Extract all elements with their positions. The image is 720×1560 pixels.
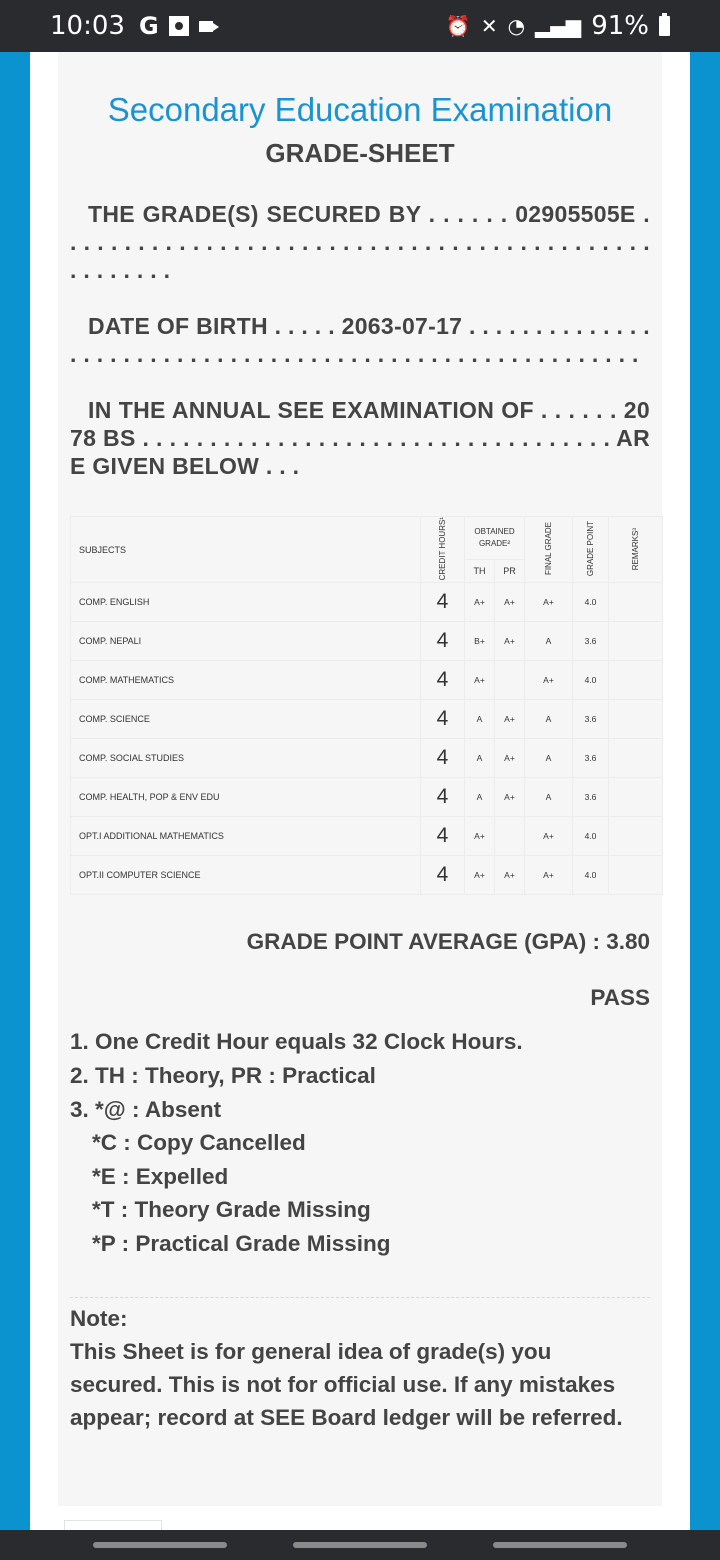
- table-row: [71, 661, 663, 700]
- th-grade-cell: A+: [465, 856, 495, 895]
- subject-cell: COMP. SCIENCE: [71, 700, 421, 739]
- table-row: [71, 700, 663, 739]
- footnote-expelled: *E : Expelled: [92, 1163, 229, 1189]
- header-remarks: [609, 517, 663, 583]
- footnote-absent: 3. *@ : Absent: [70, 1096, 222, 1122]
- remarks-cell: [609, 661, 663, 700]
- credit-cell: 4: [421, 700, 465, 739]
- exam-title: Secondary Education Examination: [107, 91, 613, 128]
- alarm-icon: ⏰: [445, 14, 471, 38]
- pr-grade-cell: A+: [495, 856, 525, 895]
- status-right-icons: [446, 11, 670, 41]
- header-grade-point-label: GRADE POINT: [586, 521, 595, 577]
- grade-point-cell: 3.6: [573, 739, 609, 778]
- pr-grade-cell: A+: [495, 583, 525, 622]
- credit-cell: 4: [421, 778, 465, 817]
- final-grade-cell: A: [525, 739, 573, 778]
- table-row: [71, 856, 663, 895]
- credit-cell: 4: [421, 622, 465, 661]
- header-subjects: SUBJECTS: [71, 517, 421, 583]
- table-row: [71, 778, 663, 817]
- subject-cell: COMP. ENGLISH: [71, 583, 421, 622]
- subject-cell: OPT.I ADDITIONAL MATHEMATICS: [71, 817, 421, 856]
- header-credit-hours-label: CREDIT HOURS¹: [438, 517, 447, 581]
- video-icon: [199, 21, 213, 32]
- th-grade-cell: A: [465, 700, 495, 739]
- grade-table: [70, 516, 663, 895]
- footnote-credit-hour: 1. One Credit Hour equals 32 Clock Hours.: [70, 1029, 523, 1055]
- header-pr: PR: [495, 559, 525, 583]
- recent-apps-button[interactable]: [93, 1542, 227, 1548]
- pr-grade-cell: A+: [495, 778, 525, 817]
- table-row: [71, 583, 663, 622]
- gpa-line: GRADE POINT AVERAGE (GPA) : 3.80: [246, 929, 650, 955]
- header-th: TH: [465, 559, 495, 583]
- grade-point-cell: 3.6: [573, 622, 609, 661]
- footnote-theory-missing: *T : Theory Grade Missing: [92, 1197, 371, 1223]
- pr-grade-cell: [495, 661, 525, 700]
- remarks-cell: [609, 583, 663, 622]
- remarks-cell: [609, 817, 663, 856]
- credit-cell: 4: [421, 739, 465, 778]
- header-credit-hours: [421, 517, 465, 583]
- grade-sheet: [58, 52, 662, 1506]
- table-row: [71, 817, 663, 856]
- header-grade-point: [573, 517, 609, 583]
- dob-text: DATE OF BIRTH . . . . . 2063-07-17 . . . . . . . . . . . . . . . . . . . . . . . . . . . . . . . . . . . . . . . . . . . . . . . . . . . . . . . . .: [70, 313, 650, 367]
- result-status: PASS: [590, 985, 650, 1011]
- footnote-th-pr: 2. TH : Theory, PR : Practical: [70, 1063, 376, 1089]
- note-text: This Sheet is for general idea of grade(s) you secured. This is not for official use. If any mistakes appear; record at SEE Board ledger will be referred.: [70, 1338, 623, 1430]
- header-remarks-label: REMARKS³: [631, 527, 640, 570]
- pr-grade-cell: A+: [495, 739, 525, 778]
- table-row: [71, 739, 663, 778]
- navigation-bar: [0, 1530, 720, 1560]
- dob-line: [70, 312, 650, 368]
- signal-icon: ▂▄▆: [535, 14, 582, 38]
- pr-grade-cell: A+: [495, 700, 525, 739]
- remarks-cell: [609, 778, 663, 817]
- divider: [70, 1297, 650, 1298]
- notification-icon: [169, 16, 189, 36]
- th-grade-cell: B+: [465, 622, 495, 661]
- final-grade-cell: A: [525, 778, 573, 817]
- grade-point-cell: 3.6: [573, 700, 609, 739]
- grade-point-cell: 4.0: [573, 817, 609, 856]
- grade-point-cell: 4.0: [573, 856, 609, 895]
- final-grade-cell: A: [525, 622, 573, 661]
- content-frame: [30, 52, 690, 1530]
- status-time: 10:03: [50, 11, 125, 41]
- note-label: Note:: [70, 1305, 128, 1331]
- subject-cell: COMP. SOCIAL STUDIES: [71, 739, 421, 778]
- subject-cell: COMP. HEALTH, POP & ENV EDU: [71, 778, 421, 817]
- th-grade-cell: A: [465, 739, 495, 778]
- header-final-grade-label: FINAL GRADE: [544, 522, 553, 576]
- home-button[interactable]: [293, 1542, 427, 1548]
- footnote-practical-missing: *P : Practical Grade Missing: [92, 1230, 391, 1256]
- footnotes: [70, 1025, 650, 1260]
- th-grade-cell: A+: [465, 817, 495, 856]
- grade-point-cell: 4.0: [573, 661, 609, 700]
- grade-point-cell: 3.6: [573, 778, 609, 817]
- pr-grade-cell: [495, 817, 525, 856]
- subject-cell: COMP. MATHEMATICS: [71, 661, 421, 700]
- remarks-cell: [609, 856, 663, 895]
- status-bar: [0, 0, 720, 52]
- battery-percentage: 91%: [591, 11, 649, 41]
- wifi-icon: ◔: [507, 14, 526, 38]
- exam-line-text: IN THE ANNUAL SEE EXAMINATION OF . . . . . . 2078 BS . . . . . . . . . . . . . . . . . . . . . . . . . . . . . . . . . . . ARE GIVEN BELOW . . .: [70, 397, 650, 479]
- header-obtained-grade-label: OBTAINED GRADE²: [474, 526, 515, 548]
- secured-by-text: THE GRADE(S) SECURED BY . . . . . . 02905505E . . . . . . . . . . . . . . . . . . . . . . . . . . . . . . . . . . . . . . . . . . . . . . . . . . . .: [70, 201, 650, 283]
- subject-cell: COMP. NEPALI: [71, 622, 421, 661]
- remarks-cell: [609, 739, 663, 778]
- subject-cell: OPT.II COMPUTER SCIENCE: [71, 856, 421, 895]
- grade-point-cell: 4.0: [573, 583, 609, 622]
- final-grade-cell: A+: [525, 817, 573, 856]
- pr-grade-cell: A+: [495, 622, 525, 661]
- credit-cell: 4: [421, 817, 465, 856]
- footnote-copy-cancelled: *C : Copy Cancelled: [92, 1130, 306, 1156]
- secured-by-line: [70, 200, 650, 284]
- mute-icon: ✕: [480, 14, 498, 38]
- final-grade-cell: A+: [525, 856, 573, 895]
- header-final-grade: [525, 517, 573, 583]
- battery-icon: [659, 16, 670, 36]
- final-grade-cell: A+: [525, 661, 573, 700]
- remarks-cell: [609, 622, 663, 661]
- back-button[interactable]: [493, 1542, 627, 1548]
- final-grade-cell: A+: [525, 583, 573, 622]
- th-grade-cell: A: [465, 778, 495, 817]
- google-icon: G: [138, 12, 159, 40]
- exam-line: [70, 396, 650, 480]
- th-grade-cell: A+: [465, 661, 495, 700]
- table-row: [71, 622, 663, 661]
- credit-cell: 4: [421, 661, 465, 700]
- th-grade-cell: A+: [465, 583, 495, 622]
- credit-cell: 4: [421, 583, 465, 622]
- remarks-cell: [609, 700, 663, 739]
- final-grade-cell: A: [525, 700, 573, 739]
- header-obtained-grade: [465, 517, 525, 560]
- sheet-title: GRADE-SHEET: [265, 138, 455, 168]
- credit-cell: 4: [421, 856, 465, 895]
- status-left-icons: [139, 12, 213, 40]
